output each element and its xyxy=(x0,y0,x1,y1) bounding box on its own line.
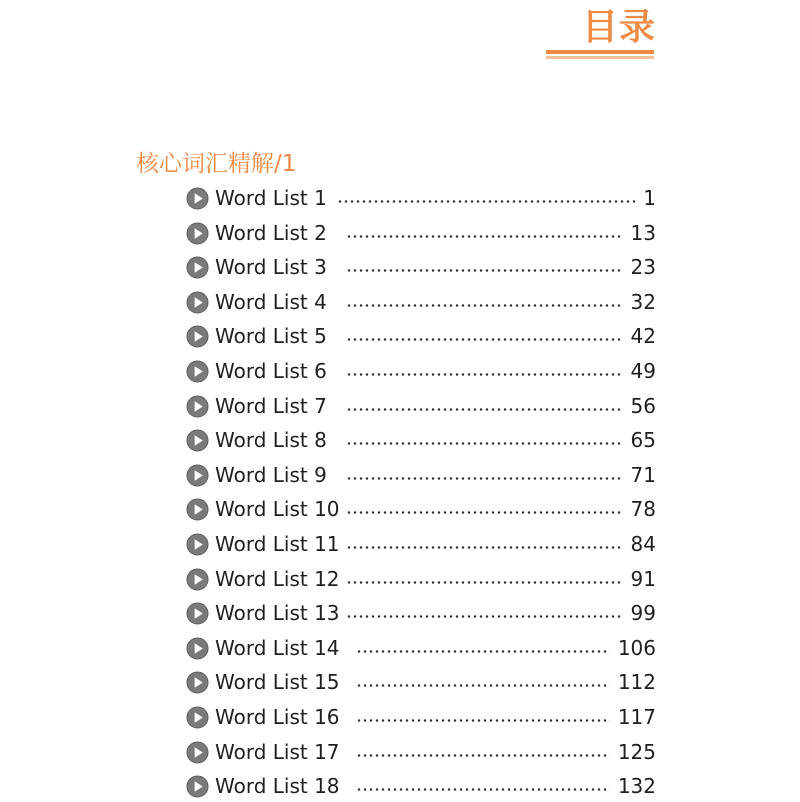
play-circle-icon xyxy=(186,395,209,418)
dot-leader xyxy=(346,615,622,618)
play-circle-icon xyxy=(186,360,209,383)
toc-entry-page: 42 xyxy=(630,324,656,349)
toc-entry-label: Word List 15 xyxy=(215,670,340,695)
dot-leader xyxy=(346,442,622,445)
play-circle-icon xyxy=(186,568,209,591)
play-circle-icon xyxy=(186,222,209,245)
toc-entry-label: Word List 9 xyxy=(215,462,327,487)
dot-leader xyxy=(356,650,610,653)
dot-leader xyxy=(346,511,622,514)
toc-entry[interactable] xyxy=(186,459,658,491)
play-circle-icon xyxy=(186,637,209,660)
play-circle-icon xyxy=(186,706,209,729)
toc-entry[interactable] xyxy=(186,563,658,595)
play-circle-icon xyxy=(186,533,209,556)
toc-entry[interactable] xyxy=(186,320,658,352)
section-heading: 核心词汇精解/1 xyxy=(136,151,297,177)
toc-entry-label: Word List 18 xyxy=(215,774,340,799)
play-circle-icon xyxy=(186,429,209,452)
dot-leader xyxy=(346,546,622,549)
toc-entry-label: Word List 2 xyxy=(215,220,327,245)
toc-entry-page: 13 xyxy=(630,220,656,245)
toc-entry-page: 49 xyxy=(630,359,656,383)
dot-leader xyxy=(356,754,610,757)
toc-entry-page: 1 xyxy=(643,186,656,210)
play-circle-icon xyxy=(186,671,209,694)
dot-leader xyxy=(346,304,622,307)
dot-leader xyxy=(356,788,610,791)
dot-leader xyxy=(346,581,622,584)
toc-entry[interactable] xyxy=(186,286,658,318)
toc-entry-page: 32 xyxy=(630,289,656,314)
toc-entry-page: 117 xyxy=(617,705,656,729)
dot-leader xyxy=(337,200,635,203)
toc-entry-label: Word List 13 xyxy=(215,601,340,626)
toc-entry[interactable] xyxy=(186,736,658,768)
dot-leader xyxy=(346,408,622,411)
play-circle-icon xyxy=(186,741,209,764)
toc-entry-label: Word List 6 xyxy=(215,359,327,383)
toc-entry-page: 56 xyxy=(630,393,656,418)
play-circle-icon xyxy=(186,602,209,625)
dot-leader xyxy=(346,338,622,341)
toc-entry-page: 65 xyxy=(630,428,656,453)
toc-entry-page: 78 xyxy=(630,497,656,522)
toc-entry-page: 112 xyxy=(617,670,656,695)
toc-entry[interactable] xyxy=(186,424,658,456)
toc-entry-page: 71 xyxy=(630,462,656,487)
dot-leader xyxy=(346,373,622,376)
toc-entry[interactable] xyxy=(186,493,658,525)
toc-entry-label: Word List 16 xyxy=(215,705,340,729)
toc-entry-page: 84 xyxy=(630,532,656,556)
play-circle-icon xyxy=(186,464,209,487)
toc-entry[interactable] xyxy=(186,528,658,560)
toc-entry-label: Word List 17 xyxy=(215,739,340,764)
toc-entry-label: Word List 11 xyxy=(215,532,340,556)
toc-entry[interactable] xyxy=(186,390,658,422)
toc-entry[interactable] xyxy=(186,251,658,283)
dot-leader xyxy=(356,684,610,687)
play-circle-icon xyxy=(186,291,209,314)
toc-entry-page: 106 xyxy=(617,635,656,660)
toc-entry[interactable] xyxy=(186,632,658,664)
play-circle-icon xyxy=(186,325,209,348)
toc-entry[interactable] xyxy=(186,666,658,698)
toc-entry[interactable] xyxy=(186,701,658,733)
toc-entry-label: Word List 12 xyxy=(215,566,340,591)
title-underline xyxy=(546,50,654,60)
toc-entry-label: Word List 4 xyxy=(215,289,327,314)
toc-entry-page: 132 xyxy=(617,774,656,799)
play-circle-icon xyxy=(186,775,209,798)
toc-entry[interactable] xyxy=(186,182,658,214)
toc-entry-label: Word List 10 xyxy=(215,497,340,522)
dot-leader xyxy=(346,477,622,480)
toc-entry[interactable] xyxy=(186,597,658,629)
underline-thick xyxy=(546,50,654,54)
toc-entry-page: 99 xyxy=(630,601,656,626)
page-title: 目录 xyxy=(582,7,657,48)
toc-entry-label: Word List 7 xyxy=(215,393,327,418)
toc-entry-page: 91 xyxy=(630,566,656,591)
toc-entry-page: 23 xyxy=(630,255,656,280)
toc-entry[interactable] xyxy=(186,355,658,387)
toc-entry-label: Word List 8 xyxy=(215,428,327,453)
toc-entry-label: Word List 14 xyxy=(215,635,340,660)
toc-entry-label: Word List 3 xyxy=(215,255,327,280)
play-circle-icon xyxy=(186,498,209,521)
play-circle-icon xyxy=(186,256,209,279)
toc-entry-label: Word List 1 xyxy=(215,186,327,210)
dot-leader xyxy=(346,269,622,272)
dot-leader xyxy=(346,235,622,238)
play-circle-icon xyxy=(186,187,209,210)
dot-leader xyxy=(356,719,610,722)
toc-entry-page: 125 xyxy=(617,739,656,764)
toc-entry[interactable] xyxy=(186,217,658,249)
underline-thin xyxy=(546,56,654,59)
toc-entry[interactable] xyxy=(186,770,658,802)
toc-entry-label: Word List 5 xyxy=(215,324,327,349)
